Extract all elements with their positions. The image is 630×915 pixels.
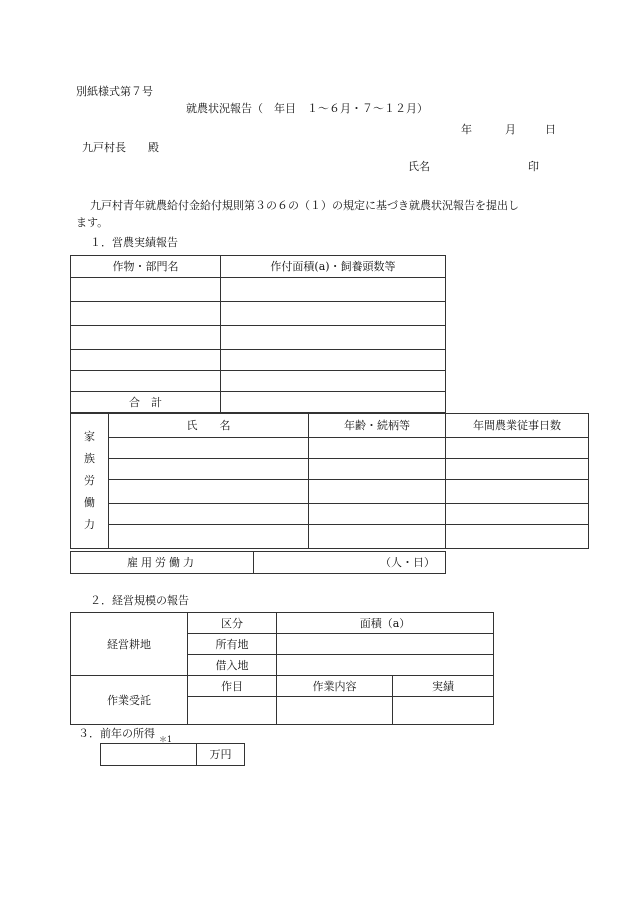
- family-labor-label: 家 族 労 働 力: [71, 414, 109, 549]
- seal-label: 印: [528, 160, 539, 173]
- crop-cell[interactable]: [71, 326, 221, 350]
- result-col-header: 実績: [432, 679, 454, 693]
- section-2-heading: ２．経営規模の報告: [90, 594, 189, 607]
- crop-table: [70, 255, 446, 413]
- income-value-cell[interactable]: [101, 744, 197, 766]
- family-age-cell[interactable]: [309, 504, 446, 525]
- addressee: 九戸村長 殿: [82, 141, 159, 154]
- area-col-header: 作付面積(a)・飼養頭数等: [221, 256, 446, 278]
- work-result-header-cell: [277, 676, 494, 697]
- area-cell[interactable]: [221, 302, 446, 326]
- family-days-cell[interactable]: [446, 438, 589, 459]
- item-cell[interactable]: [188, 697, 277, 725]
- item-col-header: 作目: [188, 676, 277, 697]
- total-label: 合 計: [71, 392, 221, 413]
- family-days-cell[interactable]: [446, 525, 589, 549]
- name-col-header: 氏 名: [109, 414, 309, 438]
- family-days-cell[interactable]: [446, 480, 589, 504]
- income-unit: 万円: [197, 744, 245, 766]
- hired-labor-unit: （人・日）: [380, 556, 435, 569]
- hired-labor-cell[interactable]: [254, 552, 446, 574]
- owned-land-area-cell[interactable]: [277, 634, 494, 655]
- footnote-mark: ＊1: [159, 735, 173, 744]
- work-content-cell[interactable]: [277, 697, 393, 724]
- crop-cell[interactable]: [71, 371, 221, 392]
- area-cell[interactable]: [221, 350, 446, 371]
- crop-cell[interactable]: [71, 278, 221, 302]
- form-number: 別紙様式第７号: [76, 85, 153, 98]
- family-age-cell[interactable]: [309, 459, 446, 480]
- crop-cell[interactable]: [71, 350, 221, 371]
- income-table: [100, 743, 245, 766]
- area-col-header: 面積（a）: [277, 613, 494, 634]
- family-age-cell[interactable]: [309, 438, 446, 459]
- family-age-cell[interactable]: [309, 480, 446, 504]
- hired-labor-label: 雇用労働力: [71, 552, 254, 574]
- area-cell[interactable]: [221, 371, 446, 392]
- family-days-cell[interactable]: [446, 504, 589, 525]
- family-name-cell[interactable]: [109, 438, 309, 459]
- body-text-line-2: ます。: [76, 216, 109, 229]
- work-result-cell: [277, 697, 494, 725]
- hired-labor-table: [70, 551, 446, 574]
- family-name-cell[interactable]: [109, 459, 309, 480]
- date-month-label: 月: [505, 123, 516, 136]
- family-name-cell[interactable]: [109, 504, 309, 525]
- work-col-header: 作業内容: [277, 676, 393, 696]
- crop-col-header: 作物・部門名: [71, 256, 221, 278]
- days-col-header: 年間農業従事日数: [446, 414, 589, 438]
- owned-land-label: 所有地: [188, 634, 277, 655]
- section-1-heading: １．営農実績報告: [90, 236, 178, 249]
- leased-land-area-cell[interactable]: [277, 655, 494, 676]
- family-name-cell[interactable]: [109, 480, 309, 504]
- farm-scale-table: [70, 612, 494, 725]
- family-age-cell[interactable]: [309, 525, 446, 549]
- area-cell[interactable]: [221, 326, 446, 350]
- category-col-header: 区分: [188, 613, 277, 634]
- family-days-cell[interactable]: [446, 459, 589, 480]
- body-text-line-1: 九戸村青年就農給付金給付規則第３の６の（１）の規定に基づき就農状況報告を提出し: [90, 199, 519, 212]
- date-day-label: 日: [545, 123, 556, 136]
- farmland-label: 経営耕地: [71, 613, 188, 676]
- result-cell[interactable]: [393, 697, 493, 724]
- page-title: 就農状況報告（ 年目 １～６月・７～１２月）: [186, 102, 428, 115]
- leased-land-label: 借入地: [188, 655, 277, 676]
- age-col-header: 年齢・続柄等: [309, 414, 446, 438]
- family-labor-table: [70, 413, 589, 549]
- area-cell[interactable]: [221, 278, 446, 302]
- total-cell[interactable]: [221, 392, 446, 413]
- date-year-label: 年: [461, 123, 472, 136]
- family-name-cell[interactable]: [109, 525, 309, 549]
- crop-cell[interactable]: [71, 302, 221, 326]
- name-label: 氏名: [408, 160, 430, 173]
- section-3-heading: ３．前年の所得 $_{*1}$: [78, 727, 173, 744]
- contract-work-label: 作業受託: [71, 676, 188, 725]
